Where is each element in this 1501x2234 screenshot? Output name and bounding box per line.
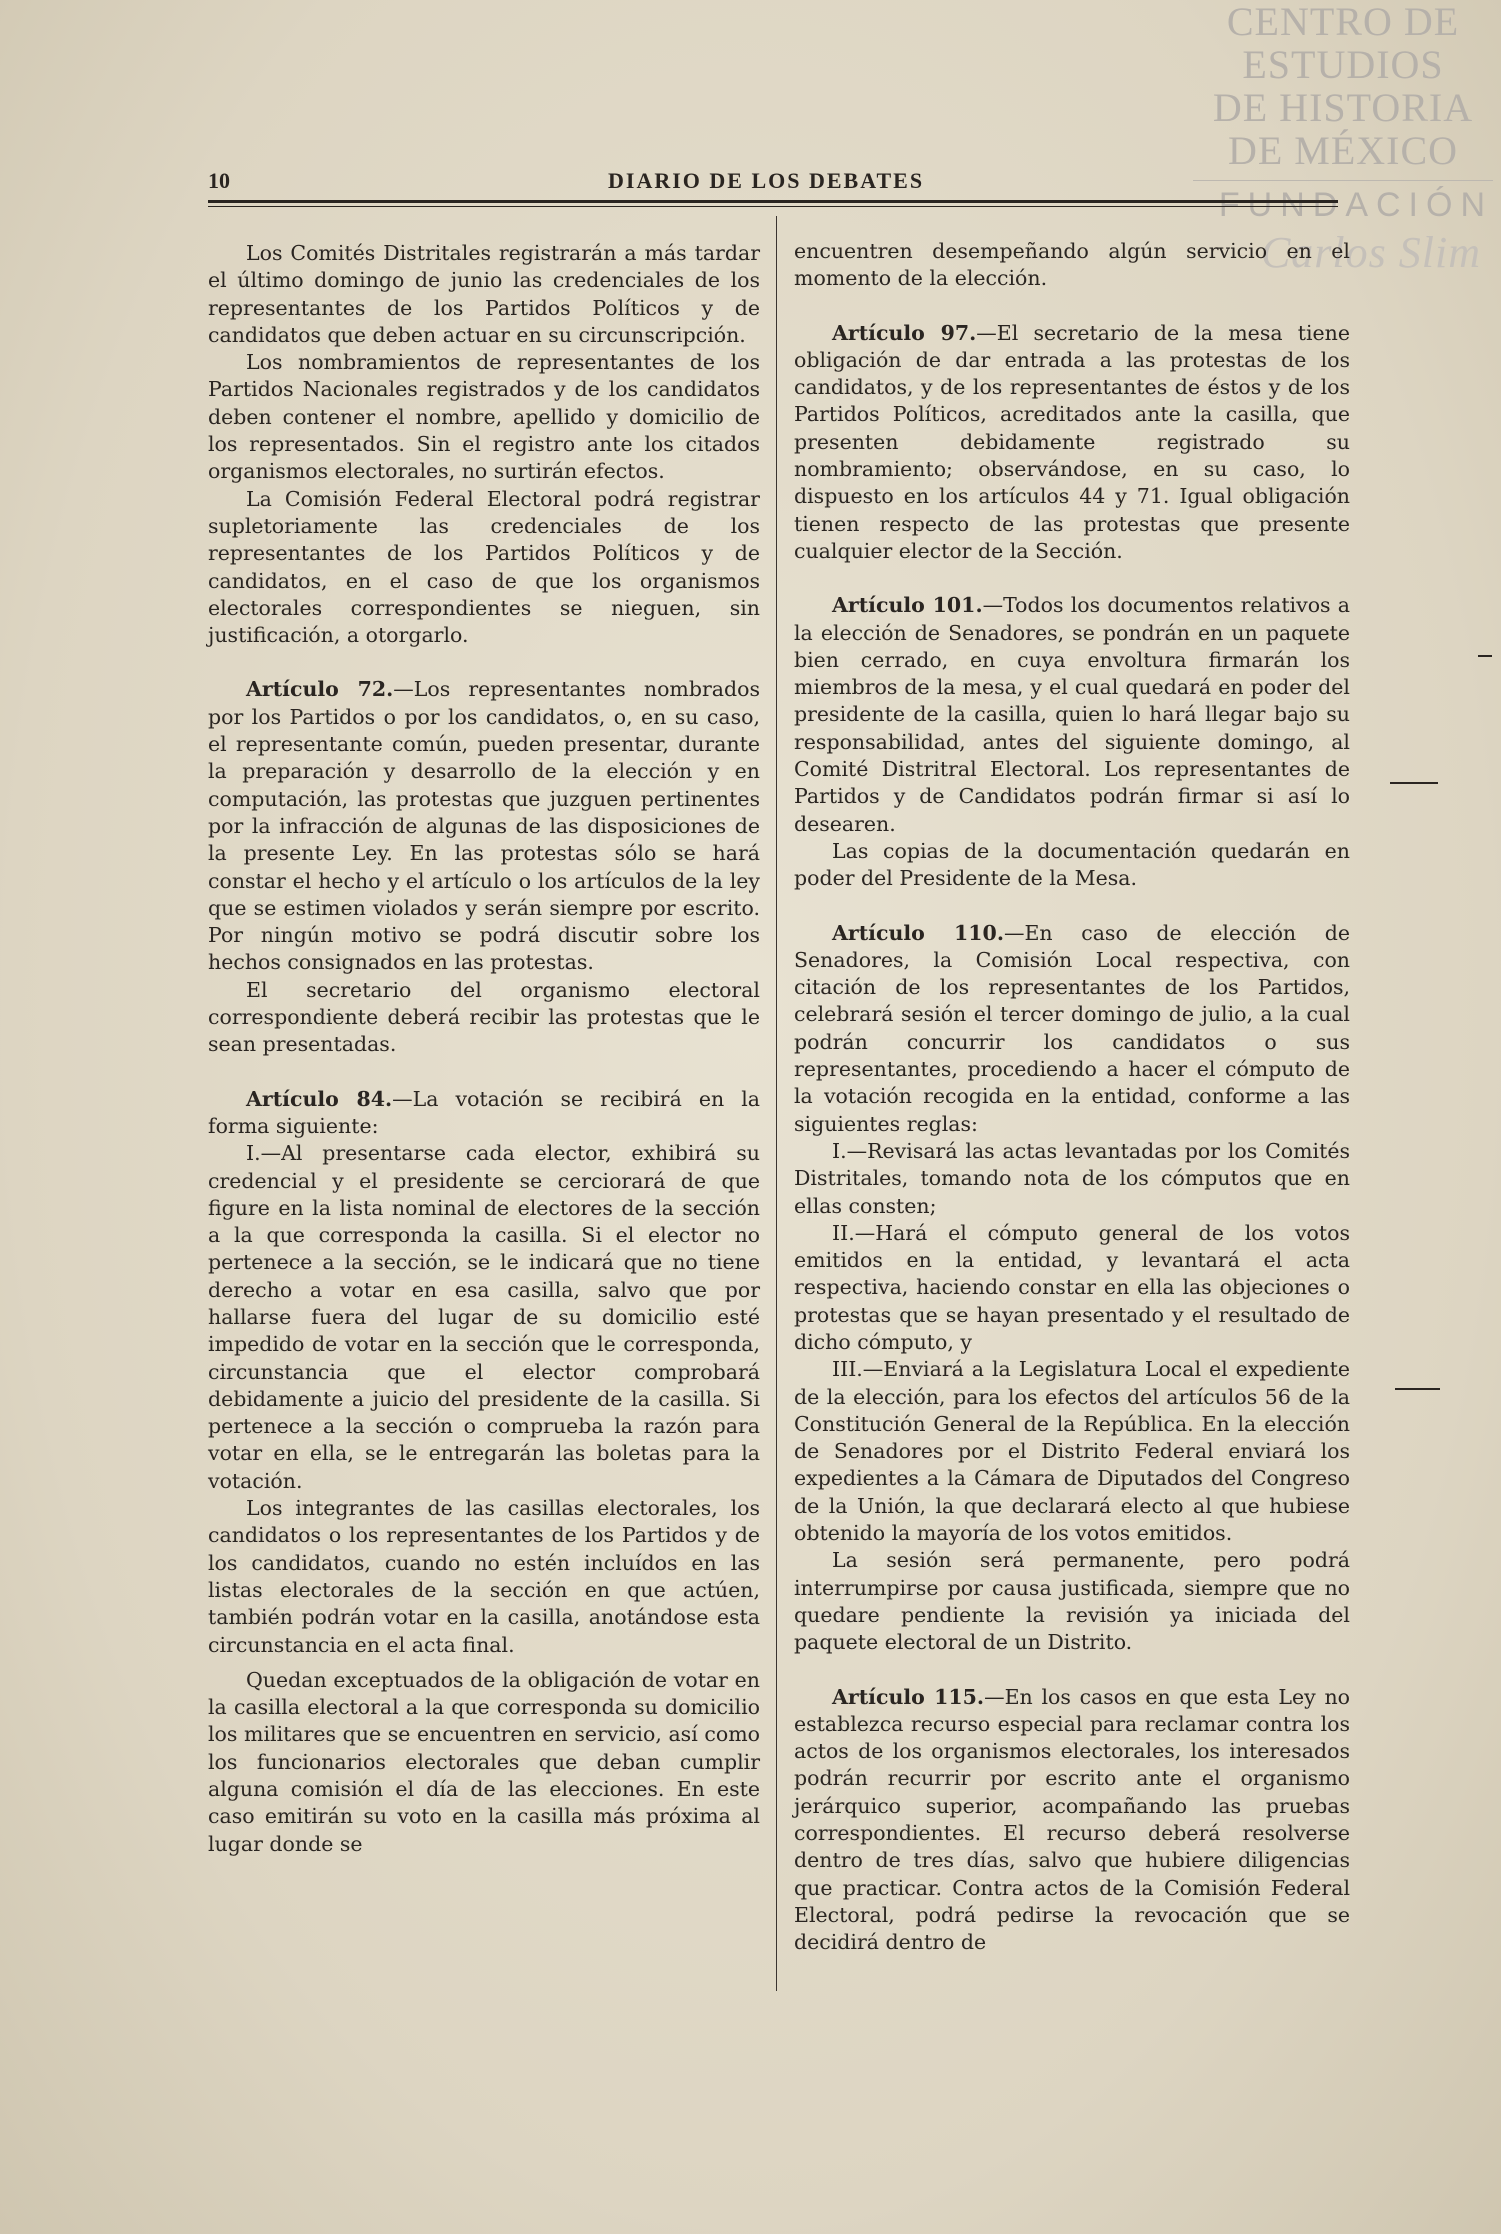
article-paragraph: Artículo 110.—En caso de elección de Senadores, la Comisión Local respectiva, con citación de los representantes de los Partidos, celebrará sesión el tercer domingo de julio, a la cual podrán concurrir los candidatos o sus representantes, procediendo a hacer el cómputo de la votación recogida en la entidad, conforme a las siguientes reglas: (794, 920, 1350, 1136)
header-rule (208, 200, 1338, 203)
article-paragraph: Artículo 84.—La votación se recibirá en la forma siguiente: (208, 1086, 760, 1138)
page-number: 10 (208, 168, 230, 193)
column-divider (776, 216, 777, 1991)
margin-mark (1390, 782, 1438, 784)
paragraph: Los nombramientos de representantes de los Partidos Nacionales registrados y de los candidatos deben contener el nombre, apellido y domicilio de los representados. Sin el registro ante los citados organismos electorales, no surtirán efectos. (208, 350, 760, 484)
paragraph: La Comisión Federal Electoral podrá registrar supletoriamente las credenciales de los representantes de los Partidos Políticos y de candidatos, en el caso de que los organismos electorales correspondientes se nieguen, sin justificación, a otorgarlo. (208, 486, 760, 648)
margin-mark (1395, 1388, 1440, 1390)
article-label: Artículo 115. (832, 1684, 985, 1709)
article-label: Artículo 97. (832, 320, 977, 345)
right-column (794, 238, 1350, 1957)
article-paragraph: Artículo 101.—Todos los documentos relativos a la elección de Senadores, se pondrán en un paquete bien cerrado, en cuya envoltura firmarán los miembros de la mesa, y el cual quedará en poder del presidente de la casilla, quien lo hará llegar bajo su responsabilidad, antes del siguiente domingo, al Comité Distritral Electoral. Los representantes de Partidos y de Candidatos podrán firmar si así lo desearen. (794, 593, 1350, 836)
list-item: II.—Hará el cómputo general de los votos emitidos en la entidad, y levantará el acta respectiva, haciendo constar en ella las objeciones o protestas que se hayan presentado y el resultado de dicho cómputo, y (794, 1220, 1350, 1354)
margin-mark (1478, 655, 1492, 657)
paragraph: Los integrantes de las casillas electorales, los candidatos o los representantes de los Partidos y de los candidatos, cuando no estén incluídos en las listas electorales de la sección en que actúen, también podrán votar en la casilla, anotándose esta circunstancia en el acta final. (208, 1496, 760, 1657)
journal-title: DIARIO DE LOS DEBATES (608, 168, 925, 193)
article-paragraph: Artículo 115.—En los casos en que esta Ley no establezca recurso especial para reclamar contra los actos de los organismos electorales, los interesados podrán recurrir por escrito ante el organismo jerárquico superior, acompañando las pruebas correspondientes. El recurso deberá resolverse dentro de tres días, salvo que hubiere diligencias que practicar. Contra actos de la Comisión Federal Electoral, podrá pedirse la revocación que se decidirá dentro de (794, 1684, 1350, 1955)
header-rule-thin (208, 206, 1338, 207)
watermark-line: DE HISTORIA (1212, 85, 1474, 130)
list-item: III.—Enviará a la Legislatura Local el expediente de la elección, para los efectos del artículos 56 de la Constitución General de la República. En la elección de Senadores por el Distrito Federal enviará los expedientes a la Cámara de Diputados del Congreso de la Unión, la que declarará electo al que hubiese obtenido la mayoría de los votos emitidos. (794, 1357, 1350, 1546)
watermark-line: DE MÉXICO (1227, 128, 1459, 173)
watermark-fundacion: FUNDACIÓN (1218, 186, 1493, 224)
paragraph: Quedan exceptuados de la obligación de votar en la casilla electoral a la que corresponda su domicilio los militares que se encuentren en servicio, así como los funcionarios electorales que deban cumplir alguna comisión el día de las elecciones. En este caso emitirán su voto en la casilla más próxima al lugar donde se (208, 1667, 760, 1856)
paragraph: La sesión será permanente, pero podrá interrumpirse por causa justificada, siempre que no quedare pendiente la revisión ya iniciada del paquete electoral de un Distrito. (794, 1548, 1350, 1655)
paragraph: El secretario del organismo electoral correspondiente deberá recibir las protestas que le sean presentadas. (208, 977, 760, 1057)
article-label: Artículo 84. (246, 1086, 393, 1111)
article-label: Artículo 110. (832, 920, 1004, 945)
article-label: Artículo 72. (246, 677, 394, 702)
article-label: Artículo 101. (832, 593, 983, 618)
list-item: I.—Al presentarse cada elector, exhibirá su credencial y el presidente se cerciorará de que figure en la lista nominal de electores de la sección a la que corresponda la casilla. Si el elector no pertenece a la sección, se le indicará que no tiene derecho a votar en esa casilla, salvo que por hallarse fuera del lugar de su domicilio esté impedido de votar en la sección que le corresponda, circunstancia que el elector comprobará debidamente a juicio del presidente de la casilla. Si pertenece a la sección o comprueba la razón para votar en ella, se le entregarán las boletas para la votación. (208, 1141, 760, 1493)
running-header (208, 164, 1358, 204)
watermark-signature: Carlos Slim (1260, 228, 1481, 277)
paragraph: encuentren desempeñando algún servicio en el momento de la elección. (794, 239, 1350, 291)
article-paragraph: Artículo 97.—El secretario de la mesa tiene obligación de dar entrada a las protestas de los candidatos, y de los representantes de éstos y de los Partidos Políticos, acreditados ante la casilla, que presenten debidamente registrado su nombramiento; observándose, en su caso, lo dispuesto en los artículos 44 y 71. Igual obligación tienen respecto de las protestas que presente cualquier elector de la Sección. (794, 320, 1350, 563)
paragraph: Los Comités Distritales registrarán a más tardar el último domingo de junio las credenciales de los representantes de los Partidos Políticos y de candidatos que deben actuar en su circunscripción. (208, 241, 760, 347)
left-column (208, 240, 760, 1858)
watermark-line: CENTRO DE (1226, 0, 1460, 44)
watermark-line: ESTUDIOS (1242, 42, 1444, 87)
list-item: I.—Revisará las actas levantadas por los Comités Distritales, tomando nota de los cómputos que en ellas consten; (794, 1138, 1350, 1218)
paragraph: Las copias de la documentación quedarán en poder del Presidente de la Mesa. (794, 838, 1350, 891)
article-paragraph: Artículo 72.—Los representantes nombrados por los Partidos o por los candidatos, o, en su caso, el representante común, pueden presentar, durante la preparación y desarrollo de la elección y en computación, las protestas que juzguen pertinentes por la infracción de algunas de las disposiciones de la presente Ley. En las protestas sólo se hará constar el hecho y el artículo o los artículos de la ley que se estimen violados y serán siempre por escrito. Por ningún motivo se podrá discutir sobre los hechos consignados en las protestas. (208, 677, 760, 975)
